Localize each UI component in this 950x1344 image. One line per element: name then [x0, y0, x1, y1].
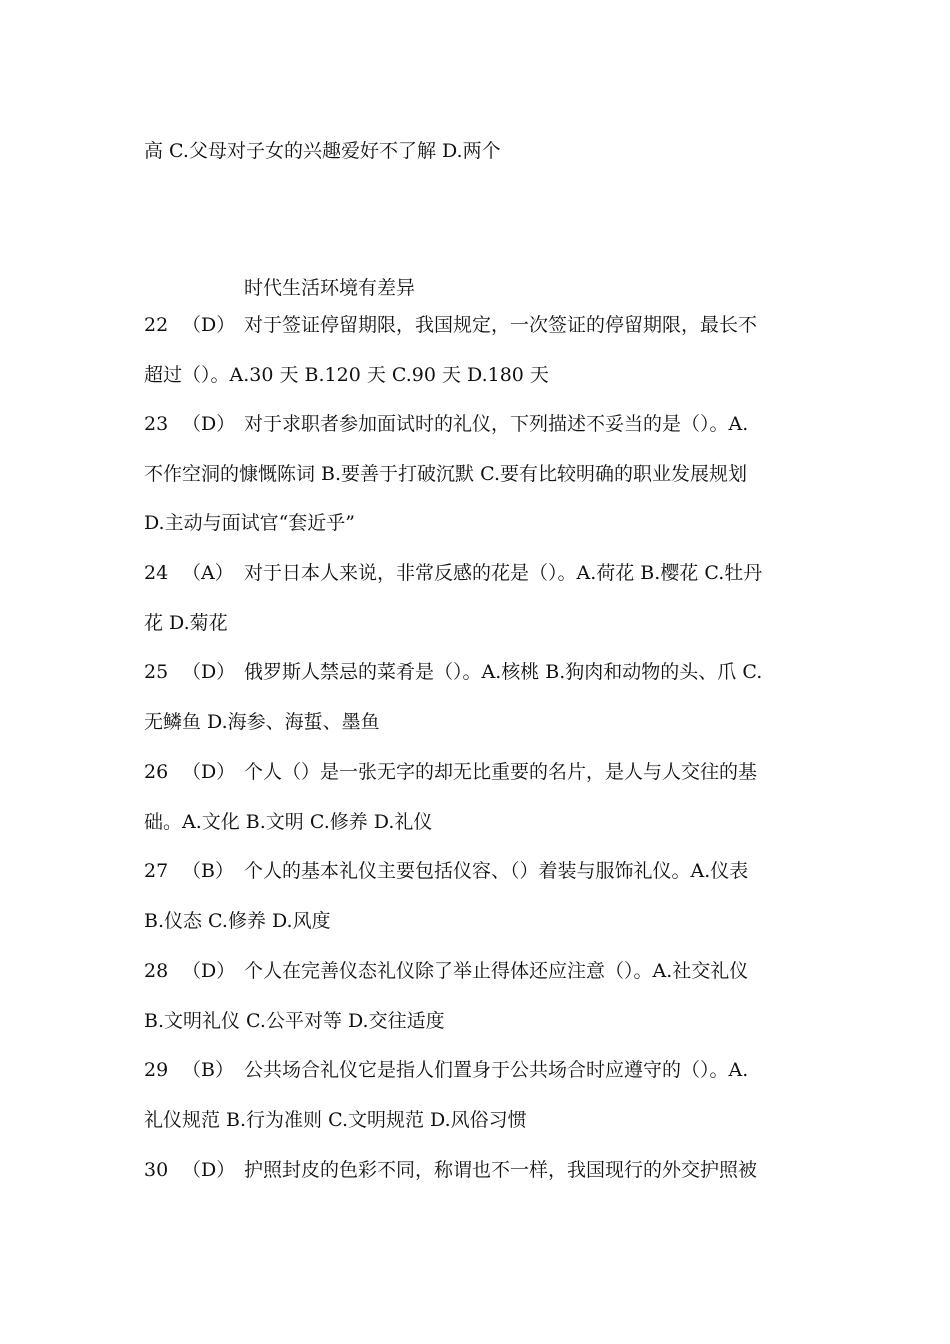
question-number: 24 — [144, 562, 169, 584]
question-22-line-2: 超过（）。A.30 天 B.120 天 C.90 天 D.180 天 — [144, 364, 549, 386]
question-29-first-line — [144, 1057, 814, 1083]
question-22-first-line — [144, 312, 814, 338]
question-number: 23 — [144, 413, 169, 435]
question-answer: （B） — [182, 860, 234, 882]
continuation-line-1: 高 C.父母对子女的兴趣爱好不了解 D.两个 — [144, 140, 501, 162]
question-27-first-line — [144, 858, 814, 884]
question-25-first-line — [144, 659, 814, 685]
question-number: 28 — [144, 960, 169, 982]
question-answer: （A） — [182, 562, 234, 584]
question-text: 公共场合礼仪它是指人们置身于公共场合时应遵守的（）。A. — [244, 1059, 749, 1081]
question-30-first-line — [144, 1157, 814, 1183]
question-23-line-3: D.主动与面试官“套近乎” — [144, 512, 356, 534]
question-number: 22 — [144, 314, 169, 336]
question-number: 26 — [144, 761, 169, 783]
question-text: 个人的基本礼仪主要包括仪容、（）着装与服饰礼仪。A.仪表 — [244, 860, 749, 882]
question-23-first-line — [144, 411, 814, 437]
question-26-line-2: 础。A.文化 B.文明 C.修养 D.礼仪 — [144, 811, 433, 833]
question-text: 俄罗斯人禁忌的菜肴是（）。A.核桃 B.狗肉和动物的头、爪 C. — [244, 661, 763, 683]
question-answer: （D） — [182, 960, 236, 982]
question-24-first-line — [144, 560, 814, 586]
question-number: 27 — [144, 860, 169, 882]
question-28-line-2: B.文明礼仪 C.公平对等 D.交往适度 — [144, 1010, 445, 1032]
question-answer: （B） — [182, 1059, 234, 1081]
continuation-line-2: 时代生活环境有差异 — [244, 277, 416, 299]
question-26-first-line — [144, 759, 814, 785]
question-25-line-2: 无鳞鱼 D.海参、海蜇、墨鱼 — [144, 711, 380, 733]
question-28-first-line — [144, 958, 814, 984]
question-text: 护照封皮的色彩不同，称谓也不一样，我国现行的外交护照被 — [244, 1159, 758, 1181]
question-text: 个人在完善仪态礼仪除了举止得体还应注意（）。A.社交礼仪 — [244, 960, 749, 982]
question-27-line-2: B.仪态 C.修养 D.风度 — [144, 910, 331, 932]
question-number: 25 — [144, 661, 169, 683]
question-answer: （D） — [182, 1159, 236, 1181]
question-text: 对于签证停留期限，我国规定，一次签证的停留期限，最长不 — [244, 314, 758, 336]
question-24-line-2: 花 D.菊花 — [144, 612, 228, 634]
question-text: 对于求职者参加面试时的礼仪，下列描述不妥当的是（）。A. — [244, 413, 749, 435]
question-29-line-2: 礼仪规范 B.行为准则 C.文明规范 D.风俗习惯 — [144, 1109, 527, 1131]
question-text: 对于日本人来说，非常反感的花是（）。A.荷花 B.樱花 C.牡丹 — [244, 562, 763, 584]
question-answer: （D） — [182, 314, 236, 336]
question-answer: （D） — [182, 761, 236, 783]
question-23-line-2: 不作空洞的慷慨陈词 B.要善于打破沉默 C.要有比较明确的职业发展规划 — [144, 463, 747, 485]
question-number: 29 — [144, 1059, 169, 1081]
question-answer: （D） — [182, 661, 236, 683]
question-answer: （D） — [182, 413, 236, 435]
question-number: 30 — [144, 1159, 169, 1181]
question-text: 个人（）是一张无字的却无比重要的名片，是人与人交往的基 — [244, 761, 758, 783]
